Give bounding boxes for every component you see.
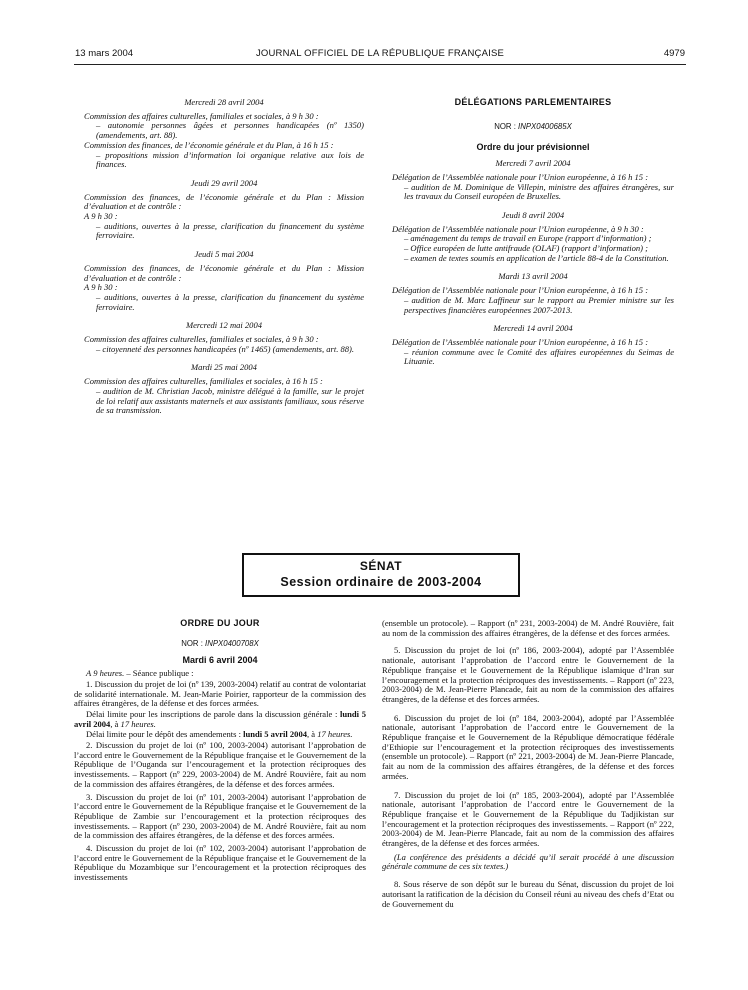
agenda-item: – audition de M. Christian Jacob, ministre délégué à la famille, sur le projet de loi relatif aux assistants maternels et aux assistants familiaux, sous réserve de sa transmission.: [96, 385, 364, 416]
agenda-day-block: [392, 211, 674, 264]
agenda-item: – audition de M. Marc Laffineur sur le rapport au Premier ministre sur les perspectives financières européennes 2007-2013.: [404, 294, 674, 315]
section-heading: DÉLÉGATIONS PARLEMENTAIRES: [454, 97, 612, 107]
header-rule: [74, 64, 686, 65]
agenda-item: – réunion commune avec le Comité des affaires européennes du Seimas de Lituanie.: [404, 346, 674, 367]
deadline-time: 17 heures.: [120, 718, 156, 729]
day-heading: Jeudi 8 avril 2004: [501, 209, 565, 220]
agenda-title: Ordre du jour prévisionnel: [476, 142, 590, 153]
page-header: [75, 48, 685, 62]
agenda-point: 4. Discussion du projet de loi (nº 102, 2003-2004) autorisant l’approbation de l’accord entre le Gouvernement de la République française et le Gouvernement de la République du Mozambique sur l’encouragement et la protection réciproques des investissements: [74, 843, 366, 883]
commission-line: Commission des finances, de l’économie générale et du Plan, à 16 h 15 :: [84, 139, 334, 150]
agenda-point: 8. Sous réserve de son dépôt sur le bureau du Sénat, discussion du projet de loi autorisant la ratification de la décision du Conseil réuni au niveau des chefs d’Etat ou de Gouvernement du: [382, 879, 674, 909]
agenda-commissions-column: [84, 98, 364, 425]
agenda-item: – auditions, ouvertes à la presse, clarification du financement du système ferroviaire.: [96, 220, 364, 241]
time-line: A 9 h 30 :: [84, 211, 118, 222]
commission-line: Commission des finances, de l’économie générale et du Plan : Mission d’évaluation et de contrôle :: [84, 262, 364, 283]
day-heading: Mercredi 7 avril 2004: [495, 158, 571, 169]
agenda-point: 5. Discussion du projet de loi (nº 186, 2003-2004), adopté par l’Assemblée nationale, autorisant l’approbation de l’accord entre le Gouvernement de la République française et le Gouvernement de la République islamique d’Iran sur l’encouragement et la protection réciproques des investissements. – Rapport (nº 223, 2003-2004) de M. Jean-Pierre Plancade, fait au nom de la commission des affaires étrangères, de la défense et des forces armées.: [382, 645, 674, 704]
page-number: 4979: [663, 48, 685, 59]
nor-label: NOR :: [181, 638, 206, 648]
deadline-line: [74, 730, 366, 740]
senat-title-box: [242, 553, 520, 597]
nor-code: INPX0400708X: [205, 638, 259, 648]
delegation-line: Délégation de l’Assemblée nationale pour l’Union européenne, à 9 h 30 :: [392, 223, 644, 234]
agenda-point: 1. Discussion du projet de loi (nº 139, 2003-2004) relatif au contrat de volontariat de solidarité internationale. M. Jean-Marie Poirier, rapporteur de la commission des affaires étrangères, de la défense et des forces armées.: [74, 678, 366, 709]
agenda-day-block: [84, 321, 364, 354]
conference-note: (La conférence des présidents a décidé qu’il serait procédé à une discussion générale commune de ces six textes.): [382, 851, 674, 872]
agenda-point: 3. Discussion du projet de loi (nº 101, 2003-2004) autorisant l’approbation de l’accord entre le Gouvernement de la République française et le Gouvernement de la République de Zambie sur l’encouragement et la protection réciproques des investissements. – Rapport (nº 230, 2003-2004) de M. André Rouvière, fait au nom de la commission des affaires étrangères, de la défense et des forces armées.: [74, 791, 366, 841]
agenda-point-continued: (ensemble un protocole). – Rapport (nº 231, 2003-2004) de M. André Rouvière, fait au nom de la commission des affaires étrangères, de la défense et des forces armées.: [382, 618, 674, 638]
agenda-day-block: [84, 179, 364, 241]
deadline-date: lundi 5 avril 2004: [74, 708, 366, 729]
agenda-day-block: [84, 363, 364, 416]
nor-reference: [392, 122, 674, 132]
delegation-line: Délégation de l’Assemblée nationale pour l’Union européenne, à 16 h 15 :: [392, 336, 649, 347]
day-heading: Mardi 13 avril 2004: [498, 271, 568, 282]
day-heading: Mercredi 14 avril 2004: [493, 323, 573, 334]
nor-reference: [74, 639, 366, 649]
agenda-item: – propositions mission d’information loi organique relative aux lois de finances.: [96, 149, 364, 170]
senat-title: SÉNAT: [359, 559, 403, 573]
session-title: Session ordinaire de 2003-2004: [280, 575, 482, 589]
section-heading: ORDRE DU JOUR: [180, 618, 260, 628]
senat-agenda-right-column: [382, 619, 674, 915]
commission-line: Commission des affaires culturelles, familiales et sociales, à 16 h 15 :: [84, 376, 323, 387]
session-time: A 9 heures.: [86, 668, 125, 679]
time-line: A 9 h 30 :: [84, 282, 118, 293]
nor-label: NOR :: [494, 121, 519, 131]
journal-title: JOURNAL OFFICIEL DE LA RÉPUBLIQUE FRANÇAISE: [255, 48, 505, 59]
issue-date: 13 mars 2004: [75, 48, 134, 59]
session-time-line: [74, 669, 366, 679]
agenda-day-block: [392, 159, 674, 202]
commission-line: Commission des finances, de l’économie générale et du Plan : Mission d’évaluation et de contrôle :: [84, 191, 364, 212]
day-heading: Jeudi 29 avril 2004: [190, 177, 258, 188]
deadline-sep: , à: [307, 729, 318, 740]
deadline-sep: , à: [110, 718, 121, 729]
delegation-line: Délégation de l’Assemblée nationale pour l’Union européenne, à 16 h 15 :: [392, 285, 649, 296]
agenda-day-block: [84, 98, 364, 170]
delegation-line: Délégation de l’Assemblée nationale pour l’Union européenne, à 16 h 15 :: [392, 171, 649, 182]
deadline-line: [74, 710, 366, 729]
deadline-date: lundi 5 avril 2004: [243, 729, 308, 740]
agenda-day-block: [84, 250, 364, 312]
day-heading: Mardi 6 avril 2004: [182, 655, 258, 666]
day-heading: Mercredi 28 avril 2004: [184, 97, 264, 107]
deadline-time: 17 heures.: [317, 729, 353, 740]
agenda-point: 7. Discussion du projet de loi (nº 185, 2003-2004), adopté par l’Assemblée nationale, autorisant l’approbation de l’accord entre le Gouvernement de la République française et le Gouvernement de la République du Tadjikistan sur l’encouragement et la protection réciproques des investissements. – Rapport (nº 222, 2003-2004) de M. Jean-Pierre Plancade, fait au nom de la commission des affaires étrangères, de la défense et des forces armées.: [382, 789, 674, 849]
deadline-text: Délai limite pour les inscriptions de parole dans la discussion générale :: [86, 708, 341, 719]
agenda-item: – audition de M. Dominique de Villepin, ministre des affaires étrangères, sur les travaux du Conseil européen de Bruxelles.: [404, 181, 674, 202]
session-type: – Séance publique :: [124, 668, 194, 679]
day-heading: Mardi 25 mai 2004: [191, 362, 257, 373]
deadline-text: Délai limite pour le dépôt des amendements :: [86, 729, 244, 740]
agenda-item: – Office européen de lutte antifraude (OLAF) (rapport d’information) ;: [404, 243, 648, 254]
agenda-item: – autonomie personnes âgées et personnes handicapées (nº 1350) (amendements, art. 88).: [96, 120, 364, 141]
agenda-point: 6. Discussion du projet de loi (nº 184, 2003-2004), adopté par l’Assemblée nationale, autorisant l’approbation de l’accord entre le Gouvernement de la République française et le Gouvernement de la République démocratique fédérale d’Ethiopie sur l’encouragement et la protection réciproques des investissements (ensemble un protocole). – Rapport (nº 221, 2003-2004) de M. Jean-Pierre Plancade, fait au nom de la commission des affaires étrangères, de la défense et des forces armées.: [382, 712, 674, 781]
agenda-day-block: [392, 324, 674, 367]
commission-line: Commission des affaires culturelles, familiales et sociales, à 9 h 30 :: [84, 110, 319, 121]
commission-line: Commission des affaires culturelles, familiales et sociales, à 9 h 30 :: [84, 334, 319, 345]
agenda-point: 2. Discussion du projet de loi (nº 100, 2003-2004) autorisant l’approbation de l’accord entre le Gouvernement de la République française et le Gouvernement de la République de l’Ouganda sur l’encouragement et la protection réciproques des investissements. – Rapport (nº 229, 2003-2004) de M. André Rouvière, fait au nom de la commission des affaires étrangères, de la défense et des forces armées.: [74, 740, 366, 789]
agenda-item: – auditions, ouvertes à la presse, clarification du financement du système ferroviaire.: [96, 291, 364, 312]
delegations-column: [392, 98, 674, 376]
agenda-day-block: [392, 272, 674, 315]
agenda-item: – examen de textes soumis en application de l’article 88-4 de la Constitution.: [404, 252, 669, 263]
agenda-item: – citoyenneté des personnes handicapées (nº 1465) (amendements, art. 88).: [96, 343, 355, 354]
nor-code: INPX0400685X: [518, 121, 572, 131]
senat-agenda-left-column: [74, 619, 366, 889]
day-heading: Jeudi 5 mai 2004: [194, 249, 254, 260]
day-heading: Mercredi 12 mai 2004: [185, 320, 263, 331]
agenda-item: – aménagement du temps de travail en Europe (rapport d’information) ;: [404, 233, 652, 244]
